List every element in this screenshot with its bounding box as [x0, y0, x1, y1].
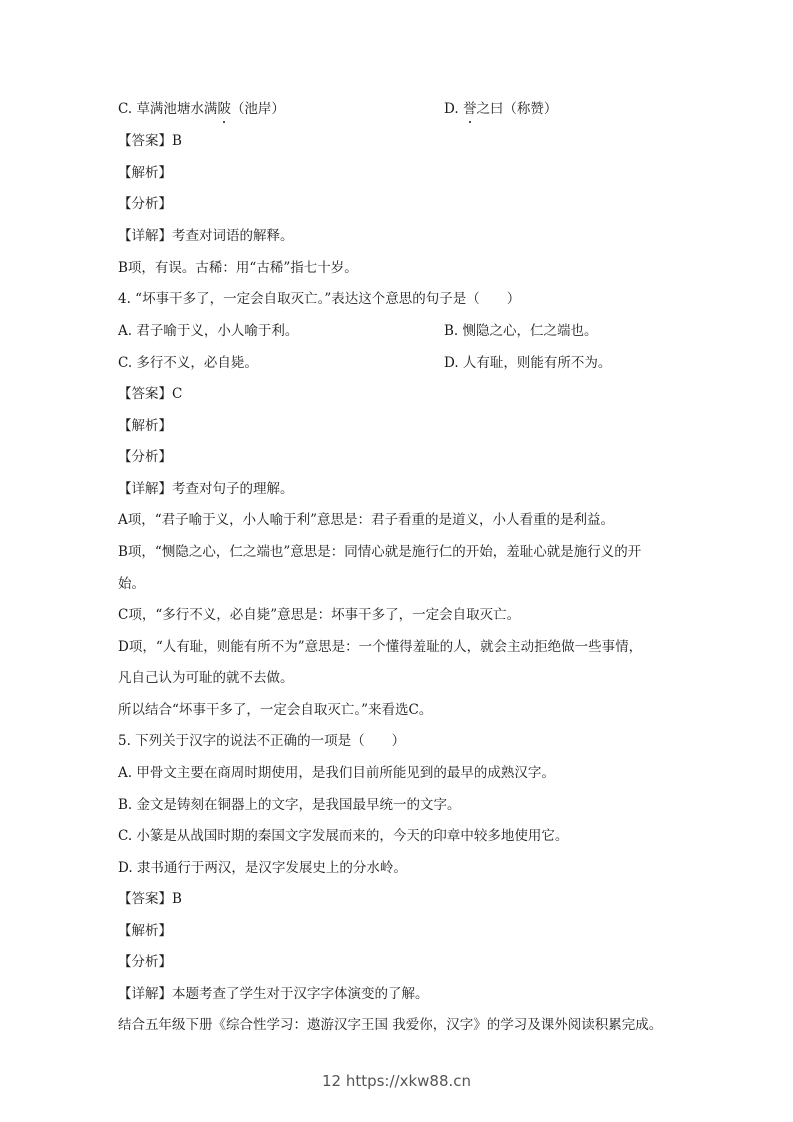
- q5-jiexi: 【解析】: [118, 923, 172, 939]
- q4-explanation-c: C项，“多行不义，必自毙”意思是：坏事干多了，一定会自取灭亡。: [118, 607, 521, 623]
- q4-explanation-b-cont: 始。: [118, 576, 145, 592]
- option-text: 草满池塘水满: [136, 101, 218, 117]
- q5-option-a: A. 甲骨文主要在商周时期使用，是我们目前所能见到的最早的成熟汉字。: [118, 765, 555, 781]
- q5-xiangjie: 【详解】本题考查了学生对于汉字字体演变的了解。: [118, 986, 429, 1002]
- q4-option-a: A. 君子喻于义，小人喻于利。: [118, 323, 299, 339]
- q3-fenxi: 【分析】: [118, 196, 172, 212]
- q3-xiangjie: 【详解】考查对词语的解释。: [118, 228, 294, 244]
- q5-fenxi: 【分析】: [118, 954, 172, 970]
- q3-option-c: [118, 100, 285, 118]
- option-text: 之曰（称赞）: [476, 101, 558, 117]
- q4-option-b: B. 恻隐之心，仁之端也。: [444, 323, 598, 339]
- q4-conclusion: 所以结合“坏事干多了，一定会自取灭亡。”来看选C。: [118, 702, 433, 718]
- option-label: C.: [118, 101, 133, 117]
- q5-option-d: D. 隶书通行于两汉，是汉字发展史上的分水岭。: [118, 860, 407, 876]
- q4-fenxi: 【分析】: [118, 449, 172, 465]
- q5-answer: 【答案】B: [118, 891, 182, 907]
- q4-xiangjie: 【详解】考查对句子的理解。: [118, 481, 294, 497]
- q3-explanation: B项，有误。古稀：用“古稀”指七十岁。: [118, 260, 358, 276]
- q5-option-c: C. 小篆是从战国时期的秦国文字发展而来的，今天的印章中较多地使用它。: [118, 828, 569, 844]
- q5-option-b: B. 金文是铸刻在铜器上的文字，是我国最早统一的文字。: [118, 797, 461, 813]
- emphasis-dotted-char: 誉: [462, 101, 477, 117]
- q4-option-d: D. 人有耻，则能有所不为。: [444, 355, 612, 371]
- q3-answer: 【答案】B: [118, 133, 182, 149]
- q5-question: 5. 下列关于汉字的说法不正确的一项是（ ）: [118, 733, 406, 749]
- emphasis-dotted-char: 陂: [217, 101, 231, 117]
- q4-explanation-d-cont: 凡自己认为可耻的就不去做。: [118, 670, 294, 686]
- q5-explanation: 结合五年级下册《综合性学习：遨游汉字王国 我爱你，汉字》的学习及课外阅读积累完成。: [118, 1017, 663, 1033]
- q4-answer: 【答案】C: [118, 386, 183, 402]
- q4-explanation-b: B项，“恻隐之心，仁之端也”意思是：同情心就是施行仁的开始，羞耻心就是施行义的开: [118, 544, 642, 560]
- q4-question: 4. “坏事干多了，一定会自取灭亡。”表达这个意思的句子是（ ）: [118, 291, 521, 307]
- q4-option-c: C. 多行不义，必自毙。: [118, 355, 258, 371]
- option-text: （池岸）: [230, 101, 285, 117]
- page-footer: 12 https://xkw88.cn: [321, 1072, 472, 1090]
- q4-jiexi: 【解析】: [118, 418, 172, 434]
- q4-explanation-a: A项，“君子喻于义，小人喻于利”意思是：君子看重的是道义，小人看重的是利益。: [118, 512, 615, 528]
- q3-option-d: [444, 100, 557, 118]
- option-label: D.: [444, 101, 459, 117]
- q4-explanation-d: D项，“人有耻，则能有所不为”意思是：一个懂得羞耻的人，就会主动拒绝做一些事情，: [118, 639, 643, 655]
- q3-jiexi: 【解析】: [118, 165, 172, 181]
